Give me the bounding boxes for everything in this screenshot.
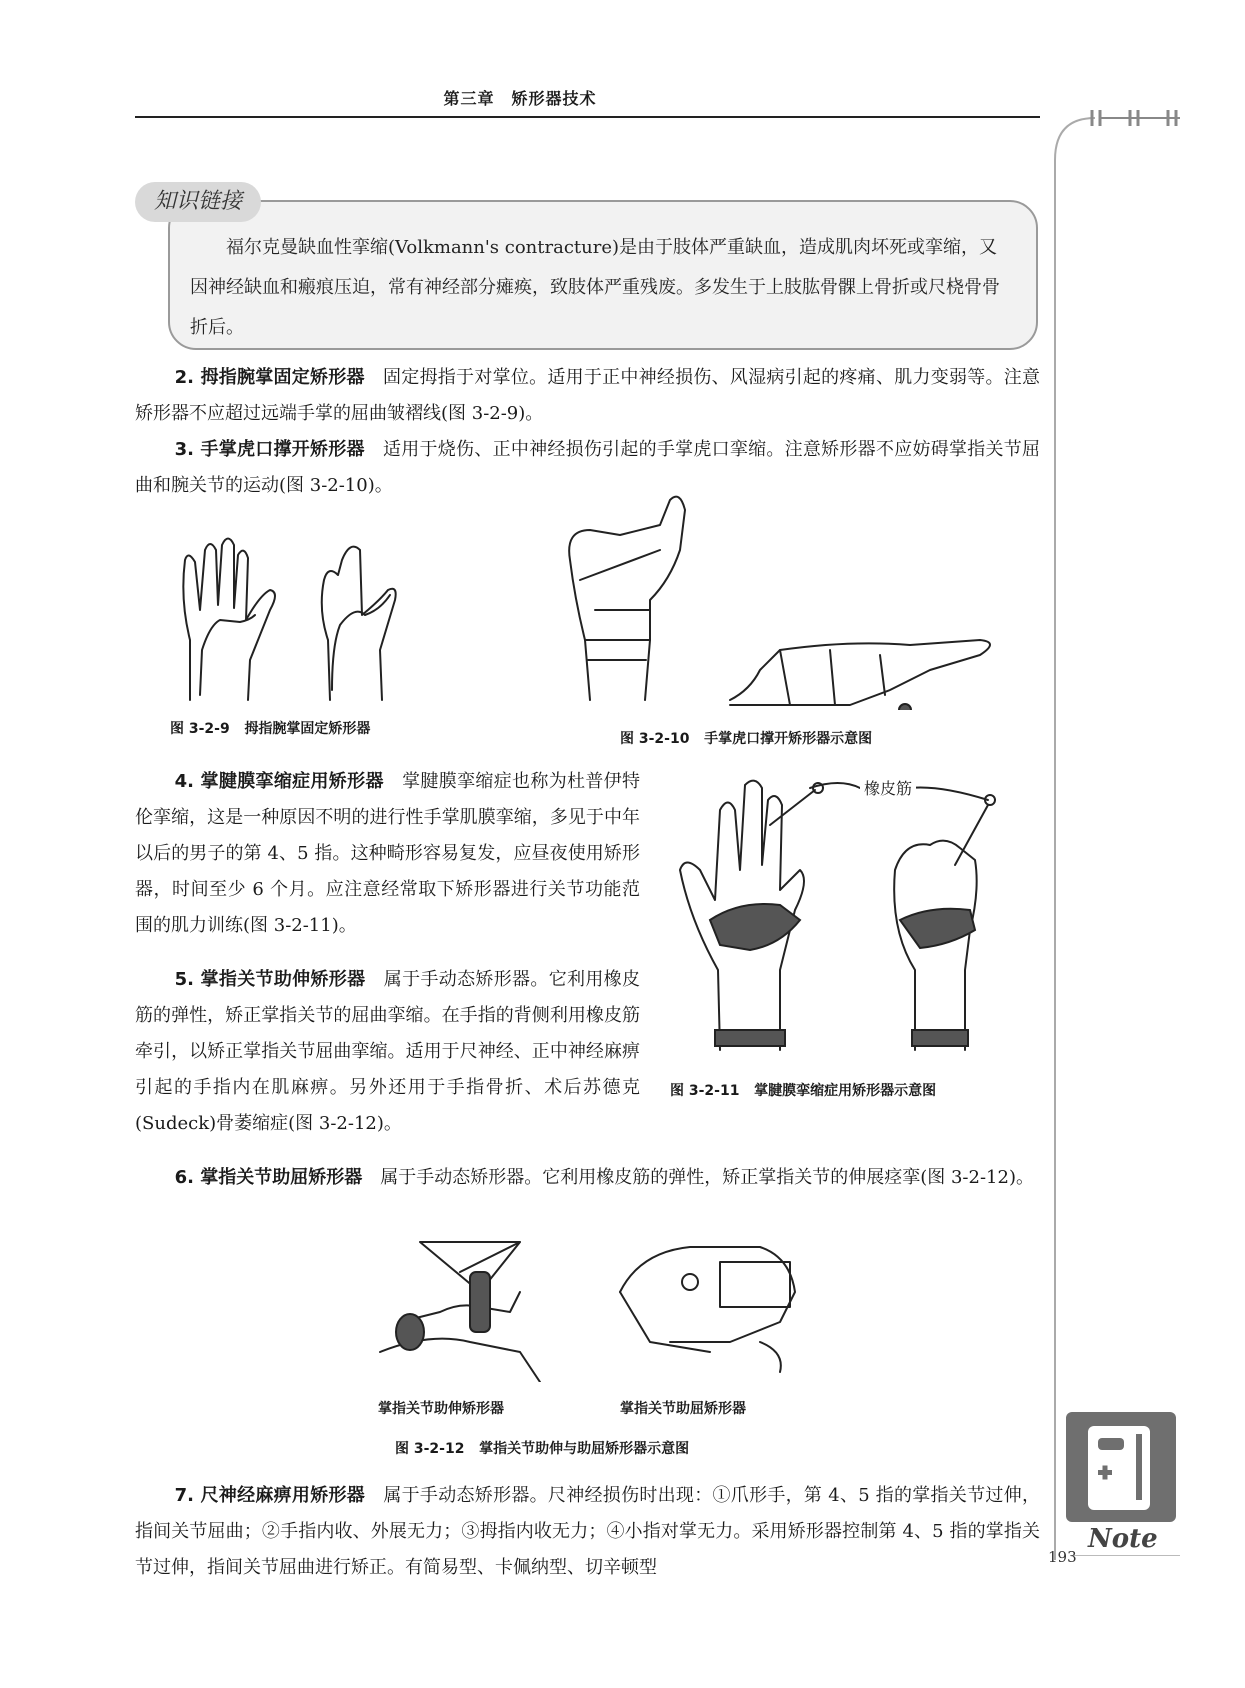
figure-3-2-9-title: 拇指腕掌固定矫形器 (244, 721, 371, 737)
note-label: Note (1088, 1524, 1158, 1554)
tab-marks-icon (1092, 110, 1180, 126)
note-icon (1066, 1412, 1176, 1522)
section-3-body: 适用于烧伤、正中神经损伤引起的手掌虎口挛缩。注意矫形器不应妨碍掌指关节屈曲和腕关节的运动(图 3-2-10)。 (135, 439, 1040, 496)
figure-3-2-10-title: 手掌虎口撑开矫形器示意图 (704, 731, 873, 747)
figure-3-2-9-caption (170, 718, 370, 738)
figure-3-2-10-illustration (550, 490, 1010, 710)
figure-3-2-10-caption (620, 728, 872, 748)
knowledge-link-tag: 知识链接 (135, 182, 261, 222)
figure-3-2-12-illustration (370, 1232, 830, 1382)
figure-3-2-11-label: 图 3-2-11 (670, 1083, 740, 1099)
thumb-web-orthosis-upright-icon (569, 497, 685, 700)
section-2-body: 固定拇指于对掌位。适用于正中神经损伤、风湿病引起的疼痛、肌力变弱等。注意矫形器不应超过远端手掌的屈曲皱褶线(图 3-2-9)。 (135, 367, 1040, 424)
figure-3-2-11-title: 掌腱膜挛缩症用矫形器示意图 (754, 1083, 937, 1099)
page-number: 193 (1048, 1548, 1077, 1566)
dupuytren-orthosis-open-hand-icon (680, 781, 823, 1050)
figure-3-2-10-label: 图 3-2-10 (620, 731, 690, 747)
figure-3-2-11-illustration (670, 770, 1030, 1060)
rubber-band-label: 橡皮筋 (860, 776, 916, 799)
section-4-body: 掌腱膜挛缩症也称为杜普伊特伦挛缩，这是一种原因不明的进行性手掌肌膜挛缩，多见于中年以后的男子的第 4、5 指。这种畸形容易复发，应昼夜使用矫形器，时间至少 6 个月。应注意经常取下矫形器进行关节功能范围的肌力训练(图 3-2-11)。 (135, 771, 640, 936)
mcp-flexion-assist-orthosis-icon (620, 1247, 795, 1372)
section-6-body: 属于手动态矫形器。它利用橡皮筋的弹性，矫正掌指关节的伸展痉挛(图 3-2-12)。 (362, 1167, 1034, 1188)
section-7-body: 属于手动态矫形器。尺神经损伤时出现：①爪形手，第 4、5 指的掌指关节过伸，指间关节屈曲；②手指内收、外展无力；③拇指内收无力；④小指对掌无力。采用矫形器控制第 4、5 指的掌指关节过伸，指间关节屈曲进行矫正。有简易型、卡佩纳型、切辛顿型 (135, 1485, 1040, 1578)
dupuytren-orthosis-fist-icon (894, 795, 995, 1050)
hand-orthosis-right-icon (322, 547, 396, 700)
section-6-title: 6. 掌指关节助屈矫形器 (174, 1167, 363, 1188)
figure-3-2-12-title: 掌指关节助伸与助屈矫形器示意图 (479, 1441, 690, 1457)
figure-3-2-11-caption (670, 1080, 936, 1100)
thumb-web-orthosis-side-icon (730, 640, 990, 710)
figure-3-2-12-label: 图 3-2-12 (395, 1441, 465, 1457)
figure-3-2-12-sub-left: 掌指关节助伸矫形器 (378, 1401, 504, 1417)
figure-3-2-12-sub-right: 掌指关节助屈矫形器 (620, 1401, 746, 1417)
section-6 (135, 1160, 1040, 1196)
section-5-body: 属于手动态矫形器。它利用橡皮筋的弹性，矫正掌指关节的屈曲挛缩。在手指的背侧利用橡皮筋牵引，以矫正掌指关节屈曲挛缩。适用于尺神经、正中神经麻痹引起的手指内在肌麻痹。另外还用于手指骨折、术后苏德克(Sudeck)骨萎缩症(图 3-2-12)。 (135, 969, 640, 1134)
mcp-extension-assist-orthosis-icon (380, 1242, 540, 1382)
note-rule (1070, 1555, 1180, 1556)
figure-3-2-9-label: 图 3-2-9 (170, 721, 230, 737)
section-7-title: 7. 尺神经麻痹用矫形器 (174, 1485, 366, 1506)
hand-orthosis-left-icon (183, 539, 275, 701)
section-7 (135, 1478, 1040, 1586)
section-2 (135, 360, 1040, 432)
chapter-title: 第三章 矫形器技术 (443, 89, 597, 108)
section-3-title: 3. 手掌虎口撑开矫形器 (174, 439, 365, 460)
section-4 (135, 764, 640, 944)
section-5 (135, 962, 640, 1142)
knowledge-link-text: 福尔克曼缺血性挛缩(Volkmann's contracture)是由于肢体严重缺血，造成肌肉坏死或挛缩，又因神经缺血和瘢痕压迫，常有神经部分瘫痪，致肢体严重残废。多发生于上肢肱骨髁上骨折或尺桡骨骨折后。 (190, 237, 1000, 338)
figure-3-2-12-caption (395, 1438, 689, 1458)
section-5-title: 5. 掌指关节助伸矫形器 (174, 969, 366, 990)
figure-3-2-9-illustration (170, 520, 430, 710)
section-2-title: 2. 拇指腕掌固定矫形器 (174, 367, 365, 388)
section-4-title: 4. 掌腱膜挛缩症用矫形器 (174, 771, 384, 792)
